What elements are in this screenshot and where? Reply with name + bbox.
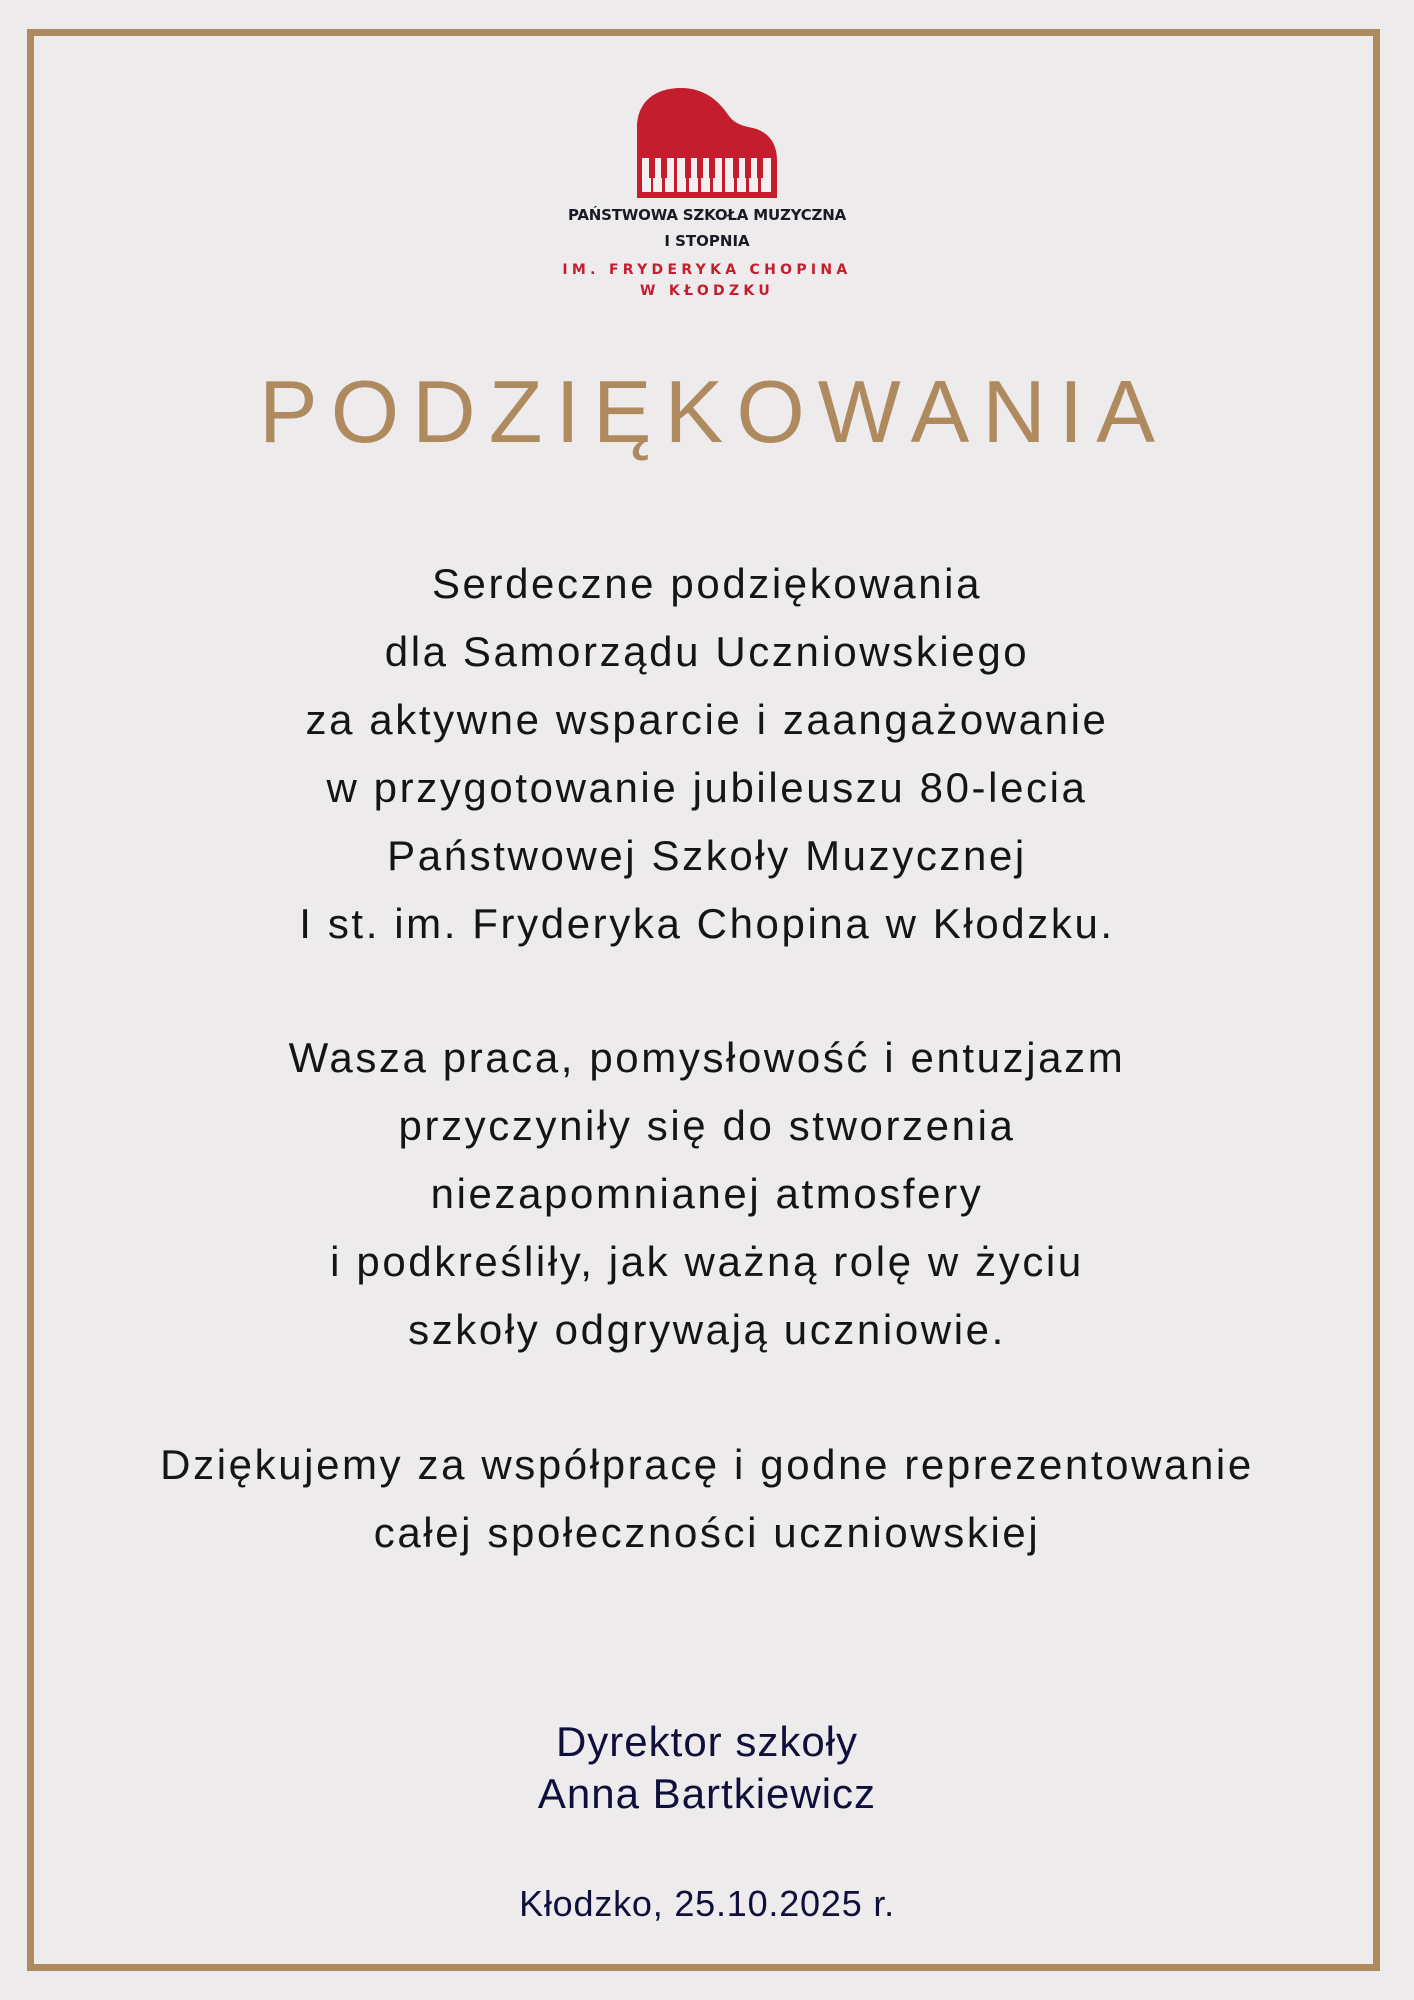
text-line: Serdeczne podziękowania bbox=[431, 560, 983, 607]
logo-city: W KŁODZKU bbox=[640, 283, 774, 299]
decorative-border bbox=[27, 29, 1380, 1971]
text-line: niezapomnianej atmosfery bbox=[430, 1170, 984, 1217]
paragraph-closing bbox=[0, 1431, 1414, 1567]
signature-role: Dyrektor szkoły bbox=[555, 1718, 859, 1765]
grand-piano-icon bbox=[637, 88, 777, 198]
school-logo bbox=[0, 88, 1414, 299]
text-line: I st. im. Fryderyka Chopina w Kłodzku. bbox=[299, 900, 1115, 947]
logo-patron: IM. FRYDERYKA CHOPINA bbox=[562, 262, 852, 278]
text-line: i podkreśliły, jak ważną rolę w życiu bbox=[330, 1238, 1084, 1285]
signature-name: Anna Bartkiewicz bbox=[537, 1770, 877, 1817]
text-line: całej społeczności uczniowskiej bbox=[373, 1509, 1041, 1556]
logo-school-level: I STOPNIA bbox=[664, 232, 750, 250]
paragraph-appreciation bbox=[0, 1024, 1414, 1364]
text-line: Państwowej Szkoły Muzycznej bbox=[387, 832, 1027, 879]
text-line: dla Samorządu Uczniowskiego bbox=[384, 628, 1030, 675]
text-line: za aktywne wsparcie i zaangażowanie bbox=[305, 696, 1109, 743]
text-line: Dziękujemy za współpracę i godne reprezentowanie bbox=[160, 1441, 1254, 1488]
text-line: Wasza praca, pomysłowość i entuzjazm bbox=[288, 1034, 1126, 1081]
text-line: przyczyniły się do stworzenia bbox=[398, 1102, 1016, 1149]
logo-school-name: PAŃSTWOWA SZKOŁA MUZYCZNA bbox=[567, 206, 846, 224]
place-and-date: Kłodzko, 25.10.2025 r. bbox=[519, 1883, 895, 1924]
page-title: PODZIĘKOWANIA bbox=[259, 362, 1168, 461]
paragraph-thanks bbox=[0, 550, 1414, 958]
text-line: w przygotowanie jubileuszu 80-lecia bbox=[326, 764, 1088, 811]
text-line: szkoły odgrywają uczniowie. bbox=[408, 1306, 1006, 1353]
